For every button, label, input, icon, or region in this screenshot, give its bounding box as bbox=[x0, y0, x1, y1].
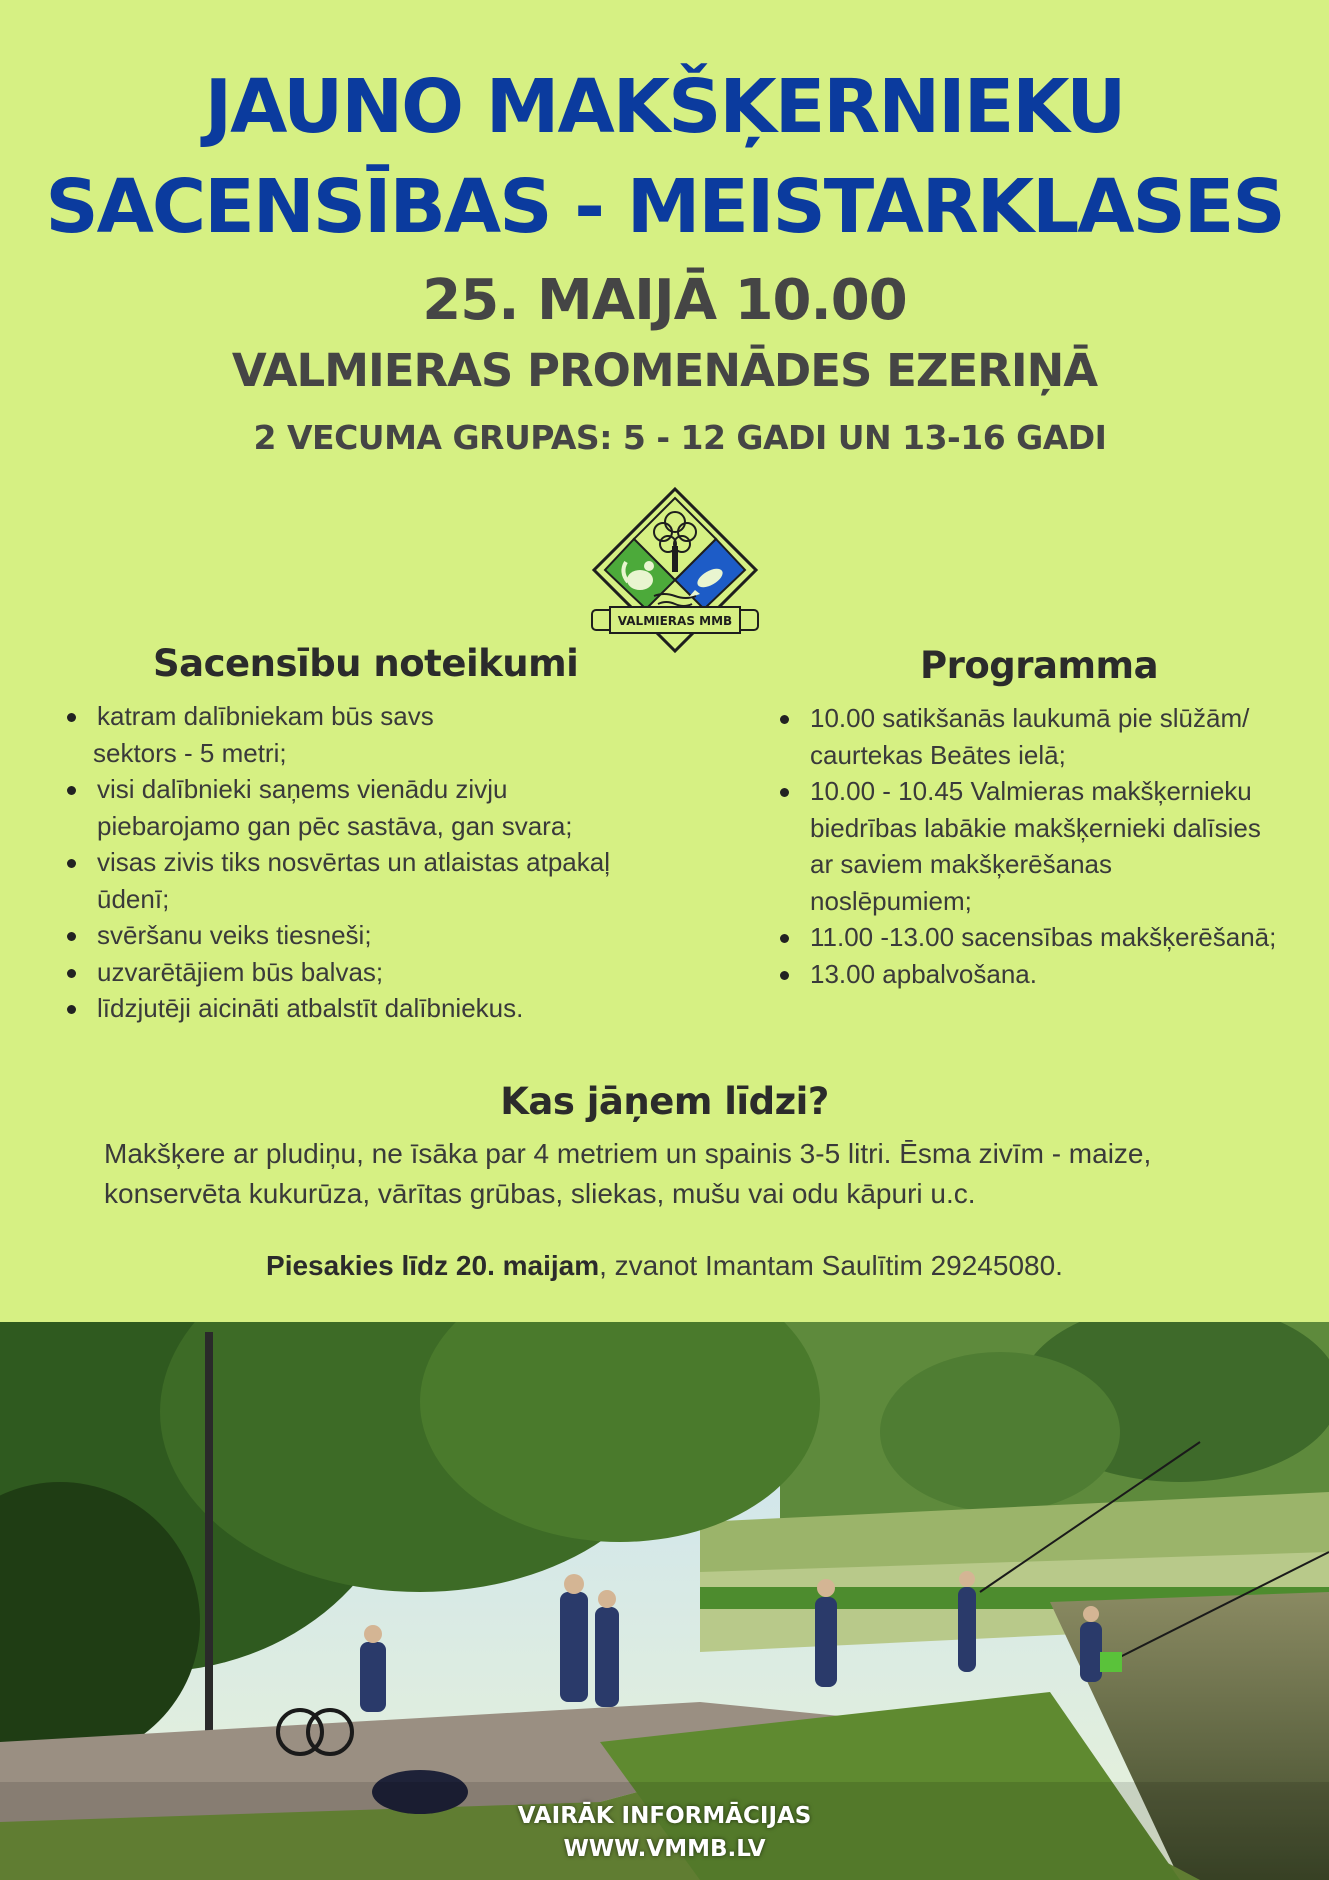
bring-heading: Kas jāņem līdzi? bbox=[500, 1080, 829, 1123]
program-text: 11.00 -13.00 sacensības makšķerēšanā; bbox=[810, 922, 1277, 952]
rule-text: piebarojamo gan pēc sastāva, gan svara; bbox=[97, 810, 573, 841]
title-line-1: JAUNO MAKŠĶERNIEKU bbox=[204, 64, 1125, 150]
rule-text: līdzjutēji aicināti atbalstīt dalībniekus. bbox=[97, 993, 524, 1023]
rule-item bbox=[63, 771, 713, 844]
event-place: VALMIERAS PROMENĀDES EZERIŅĀ bbox=[231, 344, 1098, 397]
rule-text: visi dalībnieki saņems vienādu zivju bbox=[97, 774, 508, 804]
title-line-2: SACENSĪBAS - MEISTARKLASES bbox=[45, 164, 1284, 250]
rules-list bbox=[63, 698, 713, 1027]
program-item bbox=[776, 956, 1329, 993]
registration-note bbox=[0, 1250, 1329, 1282]
rule-text: katram dalībniekam būs savs bbox=[97, 701, 434, 731]
registration-deadline: Piesakies līdz 20. maijam bbox=[266, 1250, 600, 1281]
rule-item bbox=[63, 698, 713, 771]
program-heading: Programma bbox=[920, 644, 1159, 687]
logo-label: VALMIERAS MMB bbox=[617, 614, 733, 628]
footer-info: VAIRĀK INFORMĀCIJAS bbox=[517, 1803, 812, 1829]
program-item bbox=[776, 919, 1329, 956]
program-text: noslēpumiem; bbox=[810, 885, 972, 916]
event-photo bbox=[0, 1322, 1329, 1880]
rules-heading: Sacensību noteikumi bbox=[153, 642, 579, 685]
program-text: 10.00 - 10.45 Valmieras makšķernieku bbox=[810, 776, 1252, 806]
program-text: biedrības labākie makšķernieki dalīsies bbox=[810, 812, 1261, 843]
bring-line: konservēta kukurūza, vārītas grūbas, sliekas, mušu vai odu kāpuri u.c. bbox=[104, 1178, 976, 1209]
program-text: 10.00 satikšanās laukumā pie slūžām/ bbox=[810, 703, 1250, 733]
valmieras-mmb-logo bbox=[588, 486, 762, 656]
event-date: 25. MAIJĀ 10.00 bbox=[422, 268, 907, 333]
rule-item bbox=[63, 990, 713, 1027]
rule-item bbox=[63, 917, 713, 954]
program-list bbox=[776, 700, 1329, 992]
rule-text: sektors - 5 metri; bbox=[93, 737, 287, 768]
program-text: caurtekas Beātes ielā; bbox=[810, 739, 1066, 770]
rule-text: uzvarētājiem būs balvas; bbox=[97, 956, 384, 987]
rule-text: visas zivis tiks nosvērtas un atlaistas atpakaļ bbox=[97, 847, 610, 877]
rule-text: svēršanu veiks tiesneši; bbox=[97, 920, 372, 950]
bring-line: Makšķere ar pludiņu, ne īsāka par 4 metriem un spainis 3-5 litri. Ēsma zivīm - maize, bbox=[104, 1138, 1152, 1169]
program-text: 13.00 apbalvošana. bbox=[810, 958, 1037, 989]
rule-text: ūdenī; bbox=[97, 883, 170, 914]
program-item bbox=[776, 773, 1329, 919]
program-item bbox=[776, 700, 1329, 773]
program-text: ar saviem makšķerēšanas bbox=[810, 849, 1112, 879]
rule-item bbox=[63, 844, 713, 917]
rule-item bbox=[63, 954, 713, 991]
age-groups: 2 VECUMA GRUPAS: 5 - 12 GADI UN 13-16 GADI bbox=[253, 418, 1107, 457]
bring-text bbox=[104, 1134, 1264, 1214]
footer-website[interactable]: WWW.VMMB.LV bbox=[563, 1836, 766, 1862]
registration-contact: , zvanot Imantam Saulītim 29245080. bbox=[599, 1250, 1063, 1281]
